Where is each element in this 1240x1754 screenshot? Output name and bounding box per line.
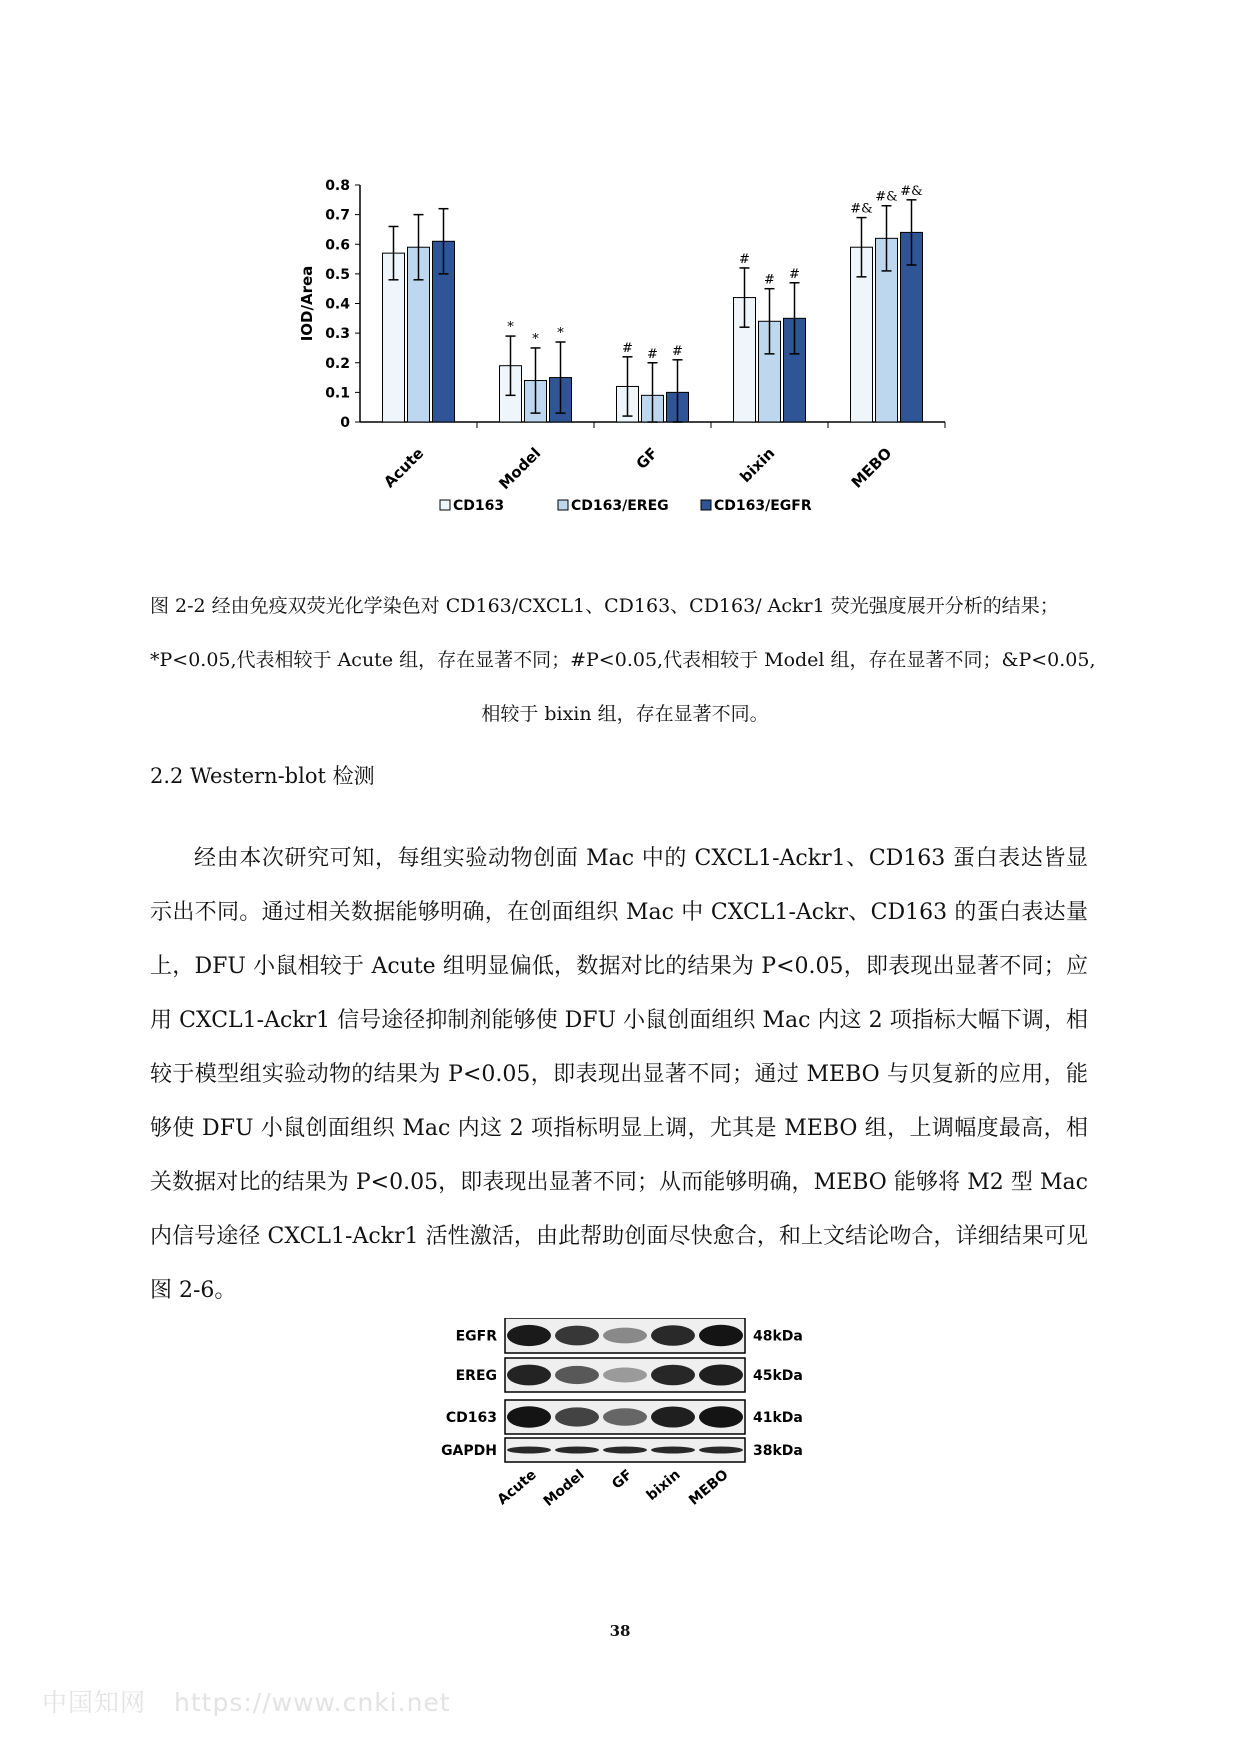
figure-caption-line-1: 图 2-2 经由免疫双荧光化学染色对 CD163/CXCL1、CD163、CD163/ Ackr1 荧光强度展开分析的结果； (150, 595, 1059, 617)
significance-marker: * (507, 320, 514, 336)
molecular-weight-label: 41kDa (753, 1410, 803, 1426)
y-tick-label: 0.5 (325, 266, 350, 283)
protein-band (507, 1325, 551, 1346)
significance-marker: * (557, 326, 564, 342)
protein-band (699, 1365, 743, 1386)
lane-label: bixin (643, 1466, 684, 1504)
legend-swatch (440, 500, 450, 510)
x-tick-label: MEBO (847, 444, 896, 492)
legend-label: CD163/EGFR (714, 498, 812, 514)
protein-band (699, 1406, 743, 1428)
protein-label: EREG (455, 1368, 497, 1384)
y-axis-label: IOD/Area (298, 265, 316, 342)
legend-swatch (558, 500, 568, 510)
protein-label: CD163 (445, 1410, 497, 1426)
lane-label: Acute (494, 1466, 540, 1509)
figure-caption-line-2: *P<0.05,代表相较于 Acute 组，存在显著不同；#P<0.05,代表相较于 Model 组，存在显著不同；&P<0.05, (150, 649, 1096, 671)
protein-band (651, 1325, 695, 1346)
y-tick-label: 0.4 (325, 296, 350, 313)
protein-band (699, 1325, 743, 1347)
protein-band (603, 1368, 647, 1383)
significance-marker: # (764, 272, 775, 288)
protein-band (699, 1447, 743, 1454)
x-tick-label: bixin (736, 444, 779, 487)
protein-label: EGFR (455, 1328, 497, 1345)
molecular-weight-label: 45kDa (753, 1368, 803, 1384)
western-blot-figure (430, 1318, 830, 1553)
protein-band (603, 1447, 647, 1454)
significance-marker: # (647, 346, 658, 362)
lane-label: GF (609, 1466, 636, 1493)
legend-label: CD163 (453, 498, 505, 514)
watermark (42, 1683, 451, 1719)
protein-band (555, 1447, 599, 1454)
x-tick-label: Model (495, 444, 545, 494)
protein-band (651, 1447, 695, 1454)
body-paragraph (150, 832, 1088, 1318)
molecular-weight-label: 48kDa (753, 1328, 803, 1345)
x-tick-label: GF (632, 444, 662, 473)
x-tick-label: Acute (380, 444, 428, 492)
significance-marker: #& (850, 201, 873, 217)
section-heading: 2.2 Western-blot 检测 (150, 764, 375, 788)
y-tick-label: 0.8 (325, 178, 350, 194)
protein-band (555, 1366, 599, 1384)
protein-band (603, 1408, 647, 1426)
y-tick-label: 0.6 (325, 237, 350, 254)
watermark-url: https://www.cnki.net (174, 1688, 451, 1717)
molecular-weight-label: 38kDa (753, 1443, 803, 1459)
protein-band (507, 1447, 551, 1454)
y-tick-label: 0.1 (325, 385, 350, 402)
significance-marker: # (672, 343, 683, 359)
protein-band (507, 1406, 551, 1428)
legend-label: CD163/EREG (571, 498, 669, 514)
figure-caption-line-3: 相较于 bixin 组，存在显著不同。 (481, 703, 769, 725)
significance-marker: * (532, 331, 539, 347)
protein-band (651, 1365, 695, 1386)
protein-band (651, 1407, 695, 1428)
lane-label: MEBO (685, 1466, 732, 1509)
significance-marker: # (622, 340, 633, 356)
significance-marker: # (789, 266, 800, 282)
protein-band (555, 1326, 599, 1346)
legend-swatch (701, 500, 711, 510)
y-tick-label: 0.7 (325, 207, 350, 224)
y-tick-label: 0.2 (325, 355, 350, 372)
significance-marker: #& (875, 189, 898, 205)
watermark-logo: 中国知网 (42, 1688, 147, 1717)
protein-band (507, 1365, 551, 1386)
paragraph-text: 经由本次研究可知，每组实验动物创面 Mac 中的 CXCL1-Ackr1、CD163 蛋白表达皆显示出不同。通过相关数据能够明确，在创面组织 Mac 中 CXCL1-Ackr、CD163 的蛋白表达量上，DFU 小鼠相较于 Acute 组明显偏低，数据对比的结果为 P<0.05，即表现出显著不同；应用 CXCL1-Ackr1 信号途径抑制剂能够使 DFU 小鼠创面组织 Mac 内这 2 项指标大幅下调，相较于模型组实验动物的结果为 P<0.05，即表现出显著不同；通过 MEBO 与贝复新的应用，能够使 DFU 小鼠创面组织 Mac 内这 2 项指标明显上调，尤其是 MEBO 组，上调幅度最高，相关数据对比的结果为 P<0.05，即表现出显著不同；从而能够明确，MEBO 能够将 M2 型 Mac 内信号途径 CXCL1-Ackr1 活性激活，由此帮助创面尽快愈合，和上文结论吻合，详细结果可见图 2-6。 (150, 846, 1088, 1303)
y-tick-label: 0.3 (325, 326, 350, 343)
protein-band (555, 1407, 599, 1426)
lane-label: Model (540, 1466, 588, 1510)
protein-label: GAPDH (441, 1443, 497, 1459)
significance-marker: # (739, 251, 750, 267)
y-tick-label: 0 (340, 415, 350, 431)
page-number: 38 (609, 1622, 631, 1640)
protein-band (603, 1328, 647, 1344)
bar-chart (290, 165, 970, 545)
significance-marker: #& (900, 183, 923, 199)
